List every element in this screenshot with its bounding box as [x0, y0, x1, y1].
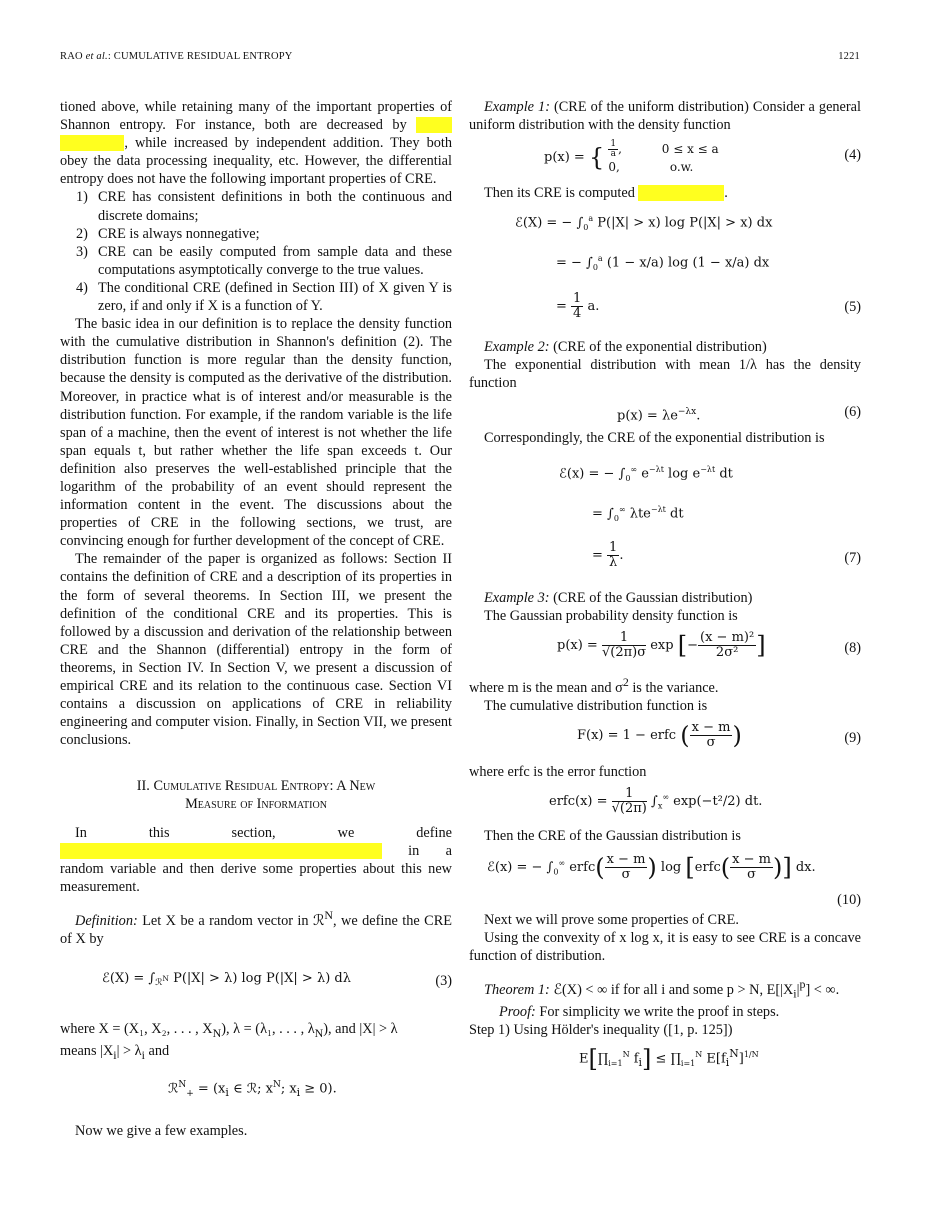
- page-number: 1221: [838, 51, 860, 62]
- where-clause: where X = (X₁, X₂, . . . , $X_N$), λ = (λ₁, . . . , $\lambda_N$), and |X| > λ means $|X_i| > \lambda_i$ and: [60, 1020, 398, 1062]
- list-item: 4) The conditional CRE (defined in Section III) of X given Y is zero, if and only if X is a function of Y.: [76, 279, 452, 315]
- equation-4: p(x) = { $\frac{1}{a}$ , 0 ≤ x ≤ a 0, o.w. (4): [544, 139, 861, 175]
- cdf-intro: The cumulative distribution function is: [484, 697, 708, 714]
- equation-number: (10): [837, 891, 861, 908]
- paragraph-examples: Now we give a few examples.: [75, 1122, 248, 1139]
- convexity-text: Using the convexity of x log x, it is easy to see CRE is a concave function of distribution.: [469, 930, 861, 965]
- equation-8: p(x) = $\frac{1}{√(2\pi)\sigma}$ exp [− $\frac{\text{(x − m)²}}{\text{2σ²}}$ ] (8): [557, 629, 861, 660]
- property-list: [60, 188, 452, 315]
- equation-3: ℰ(X) = $\int_{ℛ^N}$ P(|X| > λ) log P(|X| > λ) dλ (3): [102, 970, 452, 989]
- equation-number: (3): [435, 972, 452, 989]
- theorem-1: Theorem 1: ℰ(X) < ∞ if for all i and some p > N, $E[|X_i|^p]$ < ∞.: [484, 977, 840, 1001]
- paragraph-intro: tioned above, while retaining many of the important properties of Shannon entropy. For instance, both are decreased by , while increased by independent addition. They both obey the data processing inequality, etc. However, the differential entropy does not have the following important properties of CRE.: [60, 99, 452, 188]
- list-item: 3) CRE can be easily computed from sample data and these computations asymptotically converge to the true values.: [76, 243, 452, 278]
- equation-6: $p(x) = \lambda e^{-\lambda x}$. (6): [617, 403, 861, 423]
- step-1: Step 1) Using Hölder's inequality ([1, p. 125]): [469, 1022, 733, 1039]
- equation-7: ℰ(x) = − $\int_0^\infty$ $e^{-\lambda t}$ $\log e^{-\lambda t}$ dt = $\int_0^\infty$ λte$^{-\lambda t}$ dt = $\frac{1}{\lambda}$ . (7): [559, 464, 861, 570]
- proof: Proof: For simplicity we write the proof in steps.: [499, 1003, 780, 1020]
- highlight-mark: [60, 135, 124, 151]
- where-mean-text: where m is the mean and $\sigma^2$ is the variance.: [469, 674, 719, 696]
- where-erfc-text: where erfc is the error function: [469, 763, 647, 780]
- then-cre-text: Then its CRE is computed .: [484, 185, 728, 202]
- example-2: Example 2: (CRE of the exponential distribution): [484, 339, 767, 356]
- highlight-mark: [638, 185, 724, 201]
- paragraph-basic-idea: The basic idea in our definition is to replace the density function with the cumulative distribution in Shannon's definition (2). The distribution function is more regular than the density function, because the density is computed as the derivative of the distribution. Moreover, in practice what is of interest and/or measurable is the distribution function. For example, if the random variable is the life span of a machine, then the event of interest is not whether the life span equals t, but rather whether the life span exceeds t. Our definition also preserves the well-established principle that the logarithm of the probability of an event should represent the information content in the event. The discussions about the properties of CRE in the following sections, we trust, are convincing enough for further development of the concept of CRE.: [60, 316, 452, 550]
- equation-number: (8): [844, 639, 861, 656]
- list-item: 2) CRE is always nonnegative;: [76, 225, 260, 242]
- equation-10: ℰ(x) = − $\int_0^\infty$ erfc( $\frac{x - m}{\sigma}$ ) log [erfc( $\frac{x - m}{\sigma}$ )] dx. (10): [487, 851, 861, 908]
- equation-number: (5): [844, 299, 861, 316]
- example-1: Example 1: (CRE of the uniform distribution) Consider a general uniform distribution with the density function: [469, 99, 861, 134]
- running-title: RAO et al.: CUMULATIVE RESIDUAL ENTROPY: [60, 51, 293, 62]
- then-gauss-text: Then the CRE of the Gaussian distribution is: [484, 827, 741, 844]
- equation-5: ℰ(X) = − $\int_0^a$ P(|X| > x) log P(|X| > x) dx = − $\int_0^a$ (1 − x/a) log (1 − x/a) dx = $\frac{1}{4}$ a. (5): [515, 214, 861, 322]
- equation-number: (9): [844, 729, 861, 746]
- example-3: Example 3: (CRE of the Gaussian distribution): [484, 589, 753, 606]
- highlight-mark: [60, 843, 382, 859]
- section-heading: II. Cumulative Residual Entropy: A New Measure of Information: [136, 778, 376, 813]
- gaussian-intro: The Gaussian probability density function is: [484, 607, 738, 624]
- equation-number: (6): [844, 403, 861, 420]
- equation-9: F(x) = 1 − erfc ( $\frac{x - m}{\sigma}$ ) (9): [577, 719, 861, 750]
- next-text: Next we will prove some properties of CRE.: [484, 911, 739, 928]
- definition: Definition: Let X be a random vector in ℛ$^N$, we define the CRE of X by: [60, 907, 452, 947]
- highlight-mark: [416, 117, 452, 133]
- equation-number: (7): [844, 549, 861, 566]
- paragraph-section-intro: In this section, we define in a random variable and then derive some properties about this new measurement.: [60, 824, 452, 895]
- equation-rplus: ℛ$^N_+$ = ($x_i$ ∈ ℛ; $x^N$; $x_i \ge 0$).: [168, 1079, 337, 1099]
- right-column: [469, 98, 861, 1083]
- equation-erfc: erfc(x) = $\frac{1}{√(2\pi)}$ $\int_x^\infty$ exp(−t²/2) dt.: [549, 785, 763, 816]
- correspondingly-text: Correspondingly, the CRE of the exponential distribution is: [484, 429, 825, 446]
- equation-number: (4): [844, 147, 861, 164]
- left-column: [60, 98, 452, 1140]
- equation-holder: $E[\prod_{i=1}^N$ $f_i$] ≤ $\prod_{i=1}^N$ $E[f_i^N]^{1/N}$: [579, 1044, 759, 1073]
- list-item: 1) CRE has consistent definitions in both the continuous and discrete domains;: [76, 189, 452, 224]
- paragraph-organization: The remainder of the paper is organized as follows: Section II contains the definition of CRE and a description of its properties in the form of several theorems. In Section III, we present the definition of the conditional CRE and its properties. This is followed by a discussion and derivation of the relationship between CRE and the Shannon (differential) entropy in the form of theorems, in Section IV. In Section V, we present a discussion of empirical CRE and its relation to the continuous case. Section VI contains a discussion on applications of CRE in reliability engineering and computer vision. Finally, in Section VII, we present conclusions.: [60, 551, 452, 749]
- exponential-intro: The exponential distribution with mean 1/λ has the density function: [469, 357, 861, 392]
